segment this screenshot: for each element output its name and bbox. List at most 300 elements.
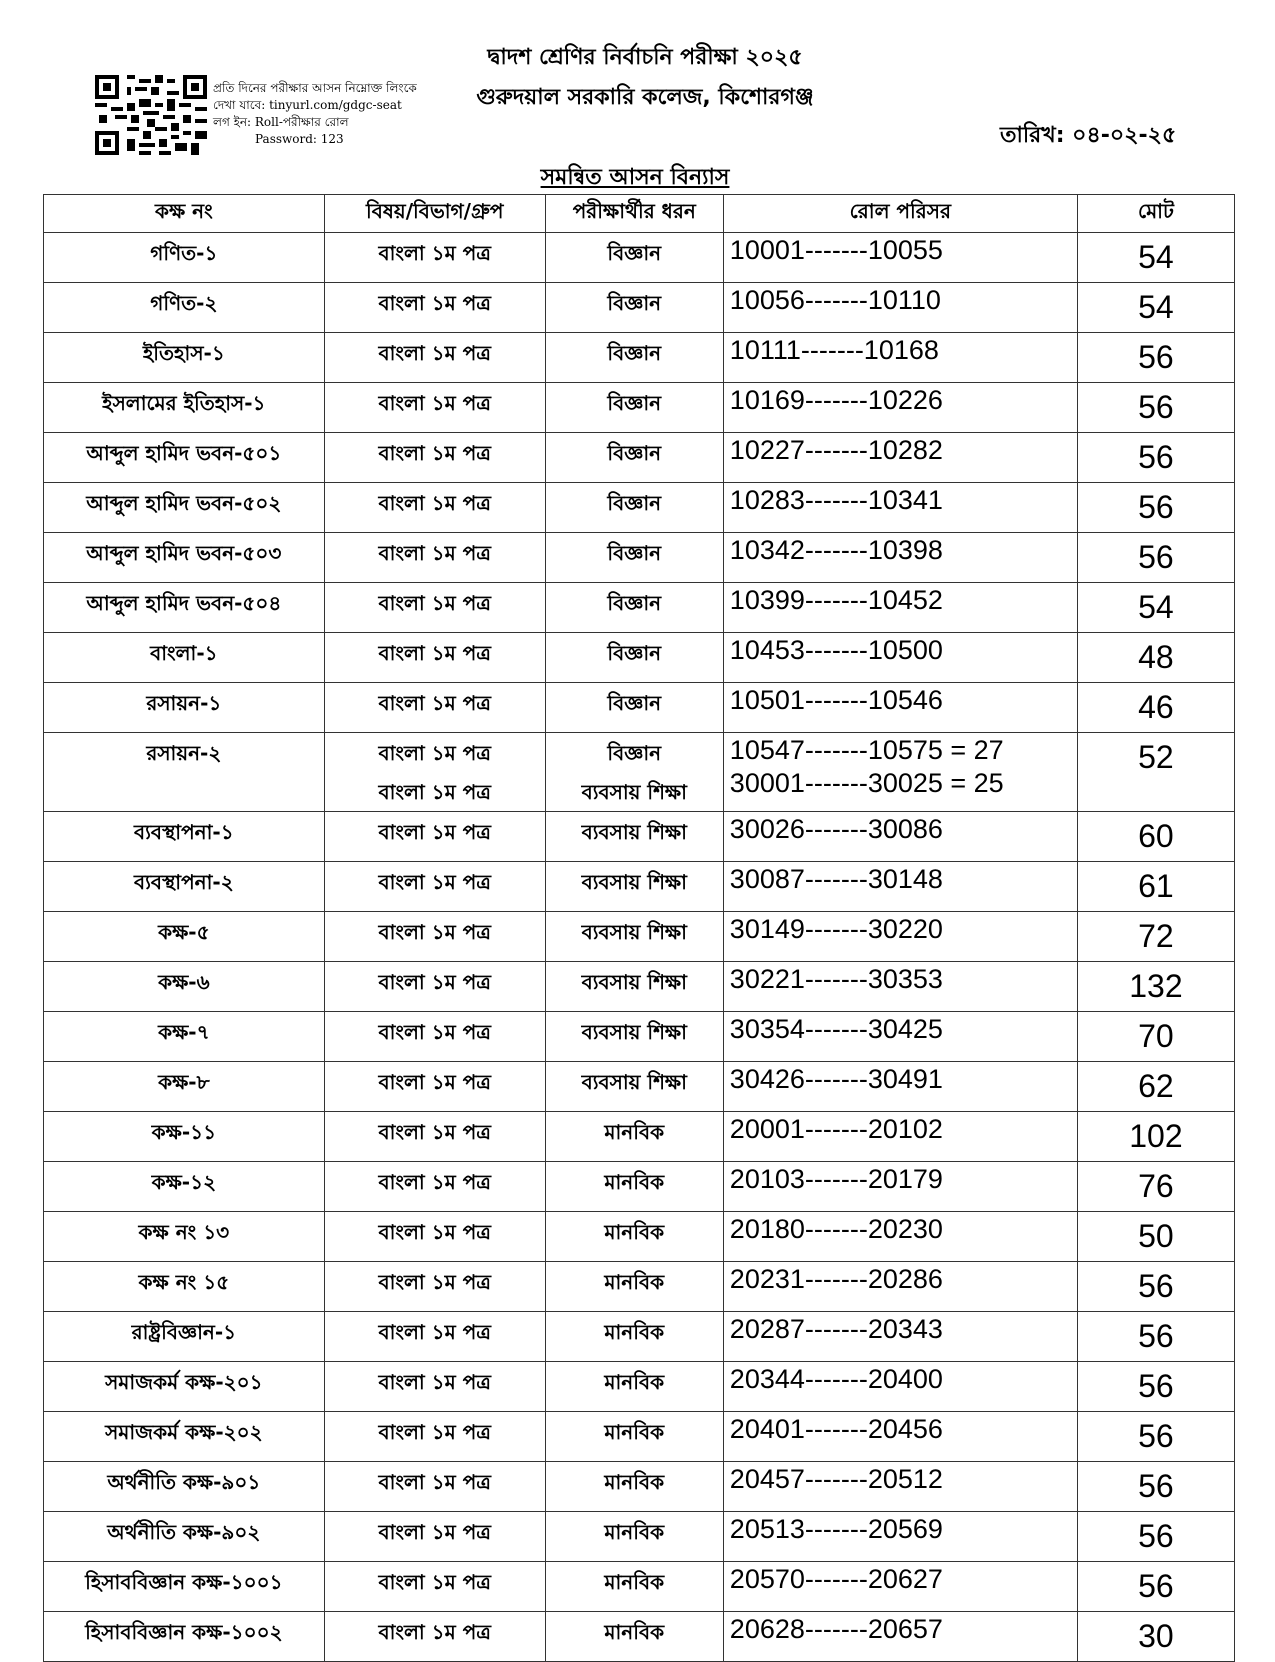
room-cell-text: আব্দুল হামিদ ভবন-৫০৪ (86, 591, 282, 615)
examinee-type-cell (545, 733, 723, 812)
table-row (44, 1262, 1235, 1312)
total-cell (1077, 1112, 1234, 1162)
room-cell (44, 1262, 325, 1312)
roll-range-cell (723, 862, 1077, 912)
room-cell-text: হিসাববিজ্ঞান কক্ষ-১০০২ (85, 1620, 283, 1644)
room-cell (44, 383, 325, 433)
subject-cell (324, 1412, 545, 1462)
subject-cell-text: বাংলা ১ম পত্র (378, 780, 491, 804)
examinee-type-cell (545, 533, 723, 583)
roll-range-cell-text: 10169-------10226 (729, 385, 943, 415)
roll-range-cell-text: 10283-------10341 (729, 485, 943, 515)
subject-cell (324, 483, 545, 533)
room-cell (44, 283, 325, 333)
examinee-type-cell-text: ব্যবসায় শিক্ষা (581, 1070, 687, 1094)
seat-plan-heading: সমন্বিত আসন বিন্যাস (540, 165, 730, 190)
table-row (44, 1512, 1235, 1562)
table-row (44, 1112, 1235, 1162)
examinee-type-cell (545, 812, 723, 862)
subject-cell (324, 862, 545, 912)
total-cell-text: 56 (1138, 1518, 1174, 1554)
roll-range-cell-text: 20001-------20102 (729, 1114, 943, 1144)
subject-cell-text: বাংলা ১ম পত্র (378, 491, 491, 515)
column-header-total: মোট (1077, 195, 1234, 233)
subject-cell-text: বাংলা ১ম পত্র (378, 441, 491, 465)
examinee-type-cell (545, 1062, 723, 1112)
total-cell (1077, 862, 1234, 912)
examinee-type-cell (545, 333, 723, 383)
table-row (44, 1062, 1235, 1112)
total-cell (1077, 1262, 1234, 1312)
examinee-type-cell (545, 483, 723, 533)
subject-cell-text: বাংলা ১ম পত্র (378, 820, 491, 844)
total-cell-text: 52 (1138, 739, 1174, 775)
roll-range-cell-text: 30026-------30086 (729, 814, 943, 844)
table-row (44, 683, 1235, 733)
examinee-type-cell (545, 233, 723, 283)
subject-cell-text: বাংলা ১ম পত্র (378, 920, 491, 944)
roll-range-cell-text: 20513-------20569 (729, 1514, 943, 1544)
room-cell-text: কক্ষ নং ১৩ (138, 1220, 230, 1244)
total-cell-text: 132 (1129, 968, 1183, 1004)
room-cell (44, 862, 325, 912)
subject-cell (324, 233, 545, 283)
room-cell (44, 1512, 325, 1562)
subject-cell-text: বাংলা ১ম পত্র (378, 870, 491, 894)
table-row (44, 962, 1235, 1012)
total-cell (1077, 1062, 1234, 1112)
examinee-type-cell (545, 1362, 723, 1412)
roll-range-cell (723, 333, 1077, 383)
roll-range-cell-text: 30221-------30353 (729, 964, 943, 994)
total-cell (1077, 1312, 1234, 1362)
roll-range-cell-text: 20401-------20456 (729, 1414, 943, 1444)
subject-cell (324, 812, 545, 862)
qr-code-icon (95, 75, 207, 155)
examinee-type-cell-text: ব্যবসায় শিক্ষা (581, 920, 687, 944)
examinee-type-cell-text: ব্যবসায় শিক্ষা (581, 820, 687, 844)
roll-range-cell (723, 633, 1077, 683)
total-cell (1077, 1462, 1234, 1512)
roll-range-cell (723, 912, 1077, 962)
total-cell (1077, 1012, 1234, 1062)
roll-range-cell-text: 20103-------20179 (729, 1164, 943, 1194)
total-cell (1077, 733, 1234, 812)
roll-range-cell (723, 1312, 1077, 1362)
total-cell-text: 56 (1138, 1318, 1174, 1354)
total-cell-text: 72 (1138, 918, 1174, 954)
examinee-type-cell-text: বিজ্ঞান (607, 391, 662, 415)
subject-cell-text: বাংলা ১ম পত্র (378, 1170, 491, 1194)
seat-plan-table (43, 194, 1235, 1662)
room-cell-text: ইসলামের ইতিহাস-১ (102, 391, 266, 415)
examinee-type-cell-text: মানবিক (604, 1270, 665, 1294)
roll-range-cell-text: 30426-------30491 (729, 1064, 943, 1094)
roll-range-cell (723, 383, 1077, 433)
table-row (44, 383, 1235, 433)
roll-range-cell (723, 583, 1077, 633)
examinee-type-cell (545, 1512, 723, 1562)
room-cell-text: বাংলা-১ (150, 641, 218, 665)
room-cell (44, 1412, 325, 1462)
total-cell-text: 56 (1138, 389, 1174, 425)
subject-cell (324, 962, 545, 1012)
roll-range-cell (723, 812, 1077, 862)
room-cell-text: আব্দুল হামিদ ভবন-৫০৩ (86, 541, 282, 565)
subject-cell (324, 633, 545, 683)
roll-range-cell (723, 533, 1077, 583)
column-header-examinee-type: পরীক্ষার্থীর ধরন (545, 195, 723, 233)
examinee-type-cell (545, 1262, 723, 1312)
roll-range-cell-text: 10501-------10546 (729, 685, 943, 715)
roll-range-cell-text: 10547-------10575 = 27 (729, 735, 1004, 765)
subject-cell (324, 1612, 545, 1662)
room-cell-text: রসায়ন-১ (146, 691, 222, 715)
room-cell (44, 733, 325, 812)
total-cell-text: 70 (1138, 1018, 1174, 1054)
examinee-type-cell (545, 1462, 723, 1512)
room-cell-text: কক্ষ-৭ (158, 1020, 210, 1044)
examinee-type-cell-text: ব্যবসায় শিক্ষা (581, 870, 687, 894)
table-row (44, 1462, 1235, 1512)
column-header-subject: বিষয়/বিভাগ/গ্রুপ (324, 195, 545, 233)
table-row (44, 1362, 1235, 1412)
table-row (44, 283, 1235, 333)
subject-cell-text: বাংলা ১ম পত্র (378, 1620, 491, 1644)
room-cell-text: কক্ষ-৮ (158, 1070, 210, 1094)
examinee-type-cell-text: বিজ্ঞান (607, 591, 662, 615)
total-cell (1077, 483, 1234, 533)
examinee-type-cell-text: ব্যবসায় শিক্ষা (581, 1020, 687, 1044)
total-cell (1077, 583, 1234, 633)
room-cell-text: রাষ্ট্রবিজ্ঞান-১ (131, 1320, 237, 1344)
room-cell-text: হিসাববিজ্ঞান কক্ষ-১০০১ (85, 1570, 283, 1594)
subject-cell (324, 433, 545, 483)
total-cell (1077, 433, 1234, 483)
subject-cell-text: বাংলা ১ম পত্র (378, 1120, 491, 1144)
examinee-type-cell-text: বিজ্ঞান (607, 741, 662, 765)
subject-cell-text: বাংলা ১ম পত্র (378, 391, 491, 415)
room-cell (44, 1062, 325, 1112)
examinee-type-cell (545, 1412, 723, 1462)
roll-range-cell (723, 233, 1077, 283)
subject-cell (324, 533, 545, 583)
roll-range-cell (723, 1012, 1077, 1062)
total-cell (1077, 533, 1234, 583)
college-name: গুরুদয়াল সরকারি কলেজ, কিশোরগঞ্জ (476, 85, 814, 110)
roll-range-cell (723, 1412, 1077, 1462)
subject-cell (324, 1112, 545, 1162)
room-cell-text: অর্থনীতি কক্ষ-৯০২ (107, 1520, 261, 1544)
total-cell (1077, 1162, 1234, 1212)
roll-range-cell-text: 20287-------20343 (729, 1314, 943, 1344)
total-cell (1077, 1612, 1234, 1662)
examinee-type-cell (545, 912, 723, 962)
total-cell-text: 54 (1138, 239, 1174, 275)
roll-range-cell-text: 20180-------20230 (729, 1214, 943, 1244)
examinee-type-cell-text: মানবিক (604, 1470, 665, 1494)
subject-cell-text: বাংলা ১ম পত্র (378, 1420, 491, 1444)
roll-range-cell (723, 1562, 1077, 1612)
total-cell-text: 56 (1138, 1268, 1174, 1304)
table-row (44, 533, 1235, 583)
roll-range-cell (723, 1462, 1077, 1512)
table-row (44, 1012, 1235, 1062)
examinee-type-cell (545, 583, 723, 633)
total-cell-text: 56 (1138, 1368, 1174, 1404)
room-cell (44, 483, 325, 533)
subject-cell-text: বাংলা ১ম পত্র (378, 970, 491, 994)
subject-cell (324, 1162, 545, 1212)
roll-range-cell (723, 283, 1077, 333)
examinee-type-cell (545, 862, 723, 912)
examinee-type-cell (545, 1162, 723, 1212)
roll-range-cell-text: 20628-------20657 (729, 1614, 943, 1644)
room-cell (44, 1362, 325, 1412)
qr-note-login-line: লগ ইন: Roll-পরীক্ষার রোল (213, 115, 349, 129)
room-cell (44, 962, 325, 1012)
subject-cell (324, 683, 545, 733)
roll-range-cell-text: 10399-------10452 (729, 585, 943, 615)
room-cell-text: ব্যবস্থাপনা-২ (134, 870, 234, 894)
qr-instructions (213, 80, 443, 148)
total-cell (1077, 962, 1234, 1012)
room-cell (44, 233, 325, 283)
total-cell (1077, 633, 1234, 683)
total-cell (1077, 1362, 1234, 1412)
examinee-type-cell (545, 1012, 723, 1062)
room-cell-text: অর্থনীতি কক্ষ-৯০১ (107, 1470, 261, 1494)
total-cell-text: 30 (1138, 1618, 1174, 1654)
room-cell (44, 1312, 325, 1362)
total-cell-text: 50 (1138, 1218, 1174, 1254)
room-cell-text: আব্দুল হামিদ ভবন-৫০২ (86, 491, 282, 515)
examinee-type-cell-text: বিজ্ঞান (607, 241, 662, 265)
subject-cell (324, 1262, 545, 1312)
subject-cell-text: বাংলা ১ম পত্র (378, 1020, 491, 1044)
examinee-type-cell-text: ব্যবসায় শিক্ষা (581, 970, 687, 994)
examinee-type-cell (545, 1112, 723, 1162)
total-cell (1077, 1412, 1234, 1462)
subject-cell (324, 1312, 545, 1362)
examinee-type-cell-text: ব্যবসায় শিক্ষা (581, 780, 687, 804)
roll-range-cell (723, 1062, 1077, 1112)
subject-cell-text: বাংলা ১ম পত্র (378, 1320, 491, 1344)
column-header-roll-range: রোল পরিসর (723, 195, 1077, 233)
subject-cell (324, 1062, 545, 1112)
total-cell-text: 62 (1138, 1068, 1174, 1104)
subject-cell-text: বাংলা ১ম পত্র (378, 591, 491, 615)
examinee-type-cell-text: মানবিক (604, 1620, 665, 1644)
total-cell-text: 76 (1138, 1168, 1174, 1204)
examinee-type-cell-text: বিজ্ঞান (607, 291, 662, 315)
roll-range-cell-text: 10453-------10500 (729, 635, 943, 665)
total-cell-text: 54 (1138, 289, 1174, 325)
table-row (44, 1212, 1235, 1262)
subject-cell-text: বাংলা ১ম পত্র (378, 1070, 491, 1094)
total-cell-text: 60 (1138, 818, 1174, 854)
table-row (44, 333, 1235, 383)
examinee-type-cell (545, 683, 723, 733)
table-row (44, 862, 1235, 912)
room-cell (44, 433, 325, 483)
table-row (44, 912, 1235, 962)
room-cell-text: ব্যবস্থাপনা-১ (134, 820, 234, 844)
roll-range-cell-text: 10342-------10398 (729, 535, 943, 565)
total-cell (1077, 812, 1234, 862)
total-cell-text: 102 (1129, 1118, 1183, 1154)
roll-range-cell-text: 30354-------30425 (729, 1014, 943, 1044)
total-cell-text: 56 (1138, 489, 1174, 525)
room-cell (44, 533, 325, 583)
room-cell (44, 633, 325, 683)
total-cell (1077, 912, 1234, 962)
table-row (44, 1412, 1235, 1462)
room-cell (44, 1212, 325, 1262)
total-cell (1077, 683, 1234, 733)
room-cell-text: কক্ষ-১১ (151, 1120, 217, 1144)
examinee-type-cell (545, 1562, 723, 1612)
room-cell (44, 1112, 325, 1162)
total-cell (1077, 383, 1234, 433)
table-row (44, 812, 1235, 862)
table-header-row (44, 195, 1235, 233)
subject-cell-text: বাংলা ১ম পত্র (378, 1270, 491, 1294)
roll-range-cell (723, 1362, 1077, 1412)
room-cell-text: কক্ষ-৬ (158, 970, 210, 994)
subject-cell-text: বাংলা ১ম পত্র (378, 1370, 491, 1394)
total-cell-text: 56 (1138, 539, 1174, 575)
total-cell (1077, 1562, 1234, 1612)
roll-range-cell (723, 683, 1077, 733)
roll-range-cell-text: 20570-------20627 (729, 1564, 943, 1594)
roll-range-cell-text: 10001-------10055 (729, 235, 943, 265)
roll-range-cell (723, 1612, 1077, 1662)
room-cell (44, 1012, 325, 1062)
examinee-type-cell-text: মানবিক (604, 1120, 665, 1144)
subject-cell-text: বাংলা ১ম পত্র (378, 541, 491, 565)
roll-range-cell (723, 1512, 1077, 1562)
room-cell (44, 1462, 325, 1512)
examinee-type-cell-text: মানবিক (604, 1170, 665, 1194)
total-cell (1077, 333, 1234, 383)
roll-range-cell-text: 10227-------10282 (729, 435, 943, 465)
room-cell-text: গণিত-১ (150, 241, 218, 265)
room-cell-text: সমাজকর্ম কক্ষ-২০২ (105, 1420, 263, 1444)
examinee-type-cell (545, 283, 723, 333)
room-cell-text: কক্ষ নং ১৫ (138, 1270, 230, 1294)
table-row (44, 233, 1235, 283)
subject-cell-text: বাংলা ১ম পত্র (378, 741, 491, 765)
roll-range-cell (723, 433, 1077, 483)
total-cell (1077, 1212, 1234, 1262)
examinee-type-cell-text: বিজ্ঞান (607, 691, 662, 715)
roll-range-cell-text: 10056-------10110 (729, 285, 941, 315)
subject-cell-text: বাংলা ১ম পত্র (378, 691, 491, 715)
subject-cell (324, 1562, 545, 1612)
subject-cell-text: বাংলা ১ম পত্র (378, 291, 491, 315)
exam-date: তারিখ: ০৪-০২-২৫ (1000, 123, 1177, 148)
examinee-type-cell-text: মানবিক (604, 1220, 665, 1244)
table-row (44, 733, 1235, 812)
room-cell (44, 1162, 325, 1212)
room-cell (44, 683, 325, 733)
subject-cell-text: বাংলা ১ম পত্র (378, 241, 491, 265)
examinee-type-cell-text: বিজ্ঞান (607, 641, 662, 665)
examinee-type-cell-text: বিজ্ঞান (607, 441, 662, 465)
subject-cell (324, 333, 545, 383)
subject-cell-text: বাংলা ১ম পত্র (378, 1520, 491, 1544)
examinee-type-cell-text: মানবিক (604, 1320, 665, 1344)
room-cell-text: কক্ষ-৫ (158, 920, 210, 944)
roll-range-cell (723, 962, 1077, 1012)
total-cell-text: 56 (1138, 339, 1174, 375)
total-cell (1077, 283, 1234, 333)
total-cell-text: 56 (1138, 1418, 1174, 1454)
subject-cell-text: বাংলা ১ম পত্র (378, 1220, 491, 1244)
roll-range-cell (723, 733, 1077, 812)
table-row (44, 1612, 1235, 1662)
room-cell (44, 912, 325, 962)
subject-cell (324, 383, 545, 433)
total-cell-text: 54 (1138, 589, 1174, 625)
total-cell (1077, 233, 1234, 283)
table-row (44, 583, 1235, 633)
total-cell-text: 56 (1138, 1468, 1174, 1504)
examinee-type-cell-text: মানবিক (604, 1520, 665, 1544)
roll-range-cell-text: 30149-------30220 (729, 914, 943, 944)
examinee-type-cell-text: মানবিক (604, 1570, 665, 1594)
room-cell (44, 333, 325, 383)
room-cell-text: গণিত-২ (150, 291, 218, 315)
roll-range-cell (723, 1212, 1077, 1262)
roll-range-cell-text: 20344-------20400 (729, 1364, 943, 1394)
examinee-type-cell (545, 1212, 723, 1262)
exam-title: দ্বাদশ শ্রেণির নির্বাচনি পরীক্ষা ২০২৫ (487, 45, 803, 70)
examinee-type-cell (545, 433, 723, 483)
examinee-type-cell (545, 633, 723, 683)
subject-cell-text: বাংলা ১ম পত্র (378, 341, 491, 365)
roll-range-cell (723, 1112, 1077, 1162)
examinee-type-cell-text: বিজ্ঞান (607, 541, 662, 565)
qr-note-link-line: দেখা যাবে: tinyurl.com/gdgc-seat (213, 98, 402, 112)
subject-cell (324, 1512, 545, 1562)
table-row (44, 1562, 1235, 1612)
examinee-type-cell-text: বিজ্ঞান (607, 341, 662, 365)
examinee-type-cell (545, 1612, 723, 1662)
roll-range-cell-text: 20231-------20286 (729, 1264, 943, 1294)
examinee-type-cell-text: মানবিক (604, 1420, 665, 1444)
column-header-room: কক্ষ নং (44, 195, 325, 233)
examinee-type-cell-text: বিজ্ঞান (607, 491, 662, 515)
roll-range-cell-text: 30001-------30025 = 25 (729, 768, 1004, 798)
room-cell-text: রসায়ন-২ (146, 741, 222, 765)
roll-range-cell-text: 10111-------10168 (729, 335, 939, 365)
total-cell (1077, 1512, 1234, 1562)
room-cell (44, 812, 325, 862)
total-cell-text: 56 (1138, 439, 1174, 475)
subject-cell (324, 733, 545, 812)
table-row (44, 1162, 1235, 1212)
qr-note-password-line: Password: 123 (255, 132, 344, 146)
subject-cell-text: বাংলা ১ম পত্র (378, 1470, 491, 1494)
total-cell-text: 46 (1138, 689, 1174, 725)
roll-range-cell (723, 1262, 1077, 1312)
room-cell-text: আব্দুল হামিদ ভবন-৫০১ (86, 441, 282, 465)
examinee-type-cell-text: মানবিক (604, 1370, 665, 1394)
roll-range-cell-text: 30087-------30148 (729, 864, 943, 894)
examinee-type-cell (545, 1312, 723, 1362)
